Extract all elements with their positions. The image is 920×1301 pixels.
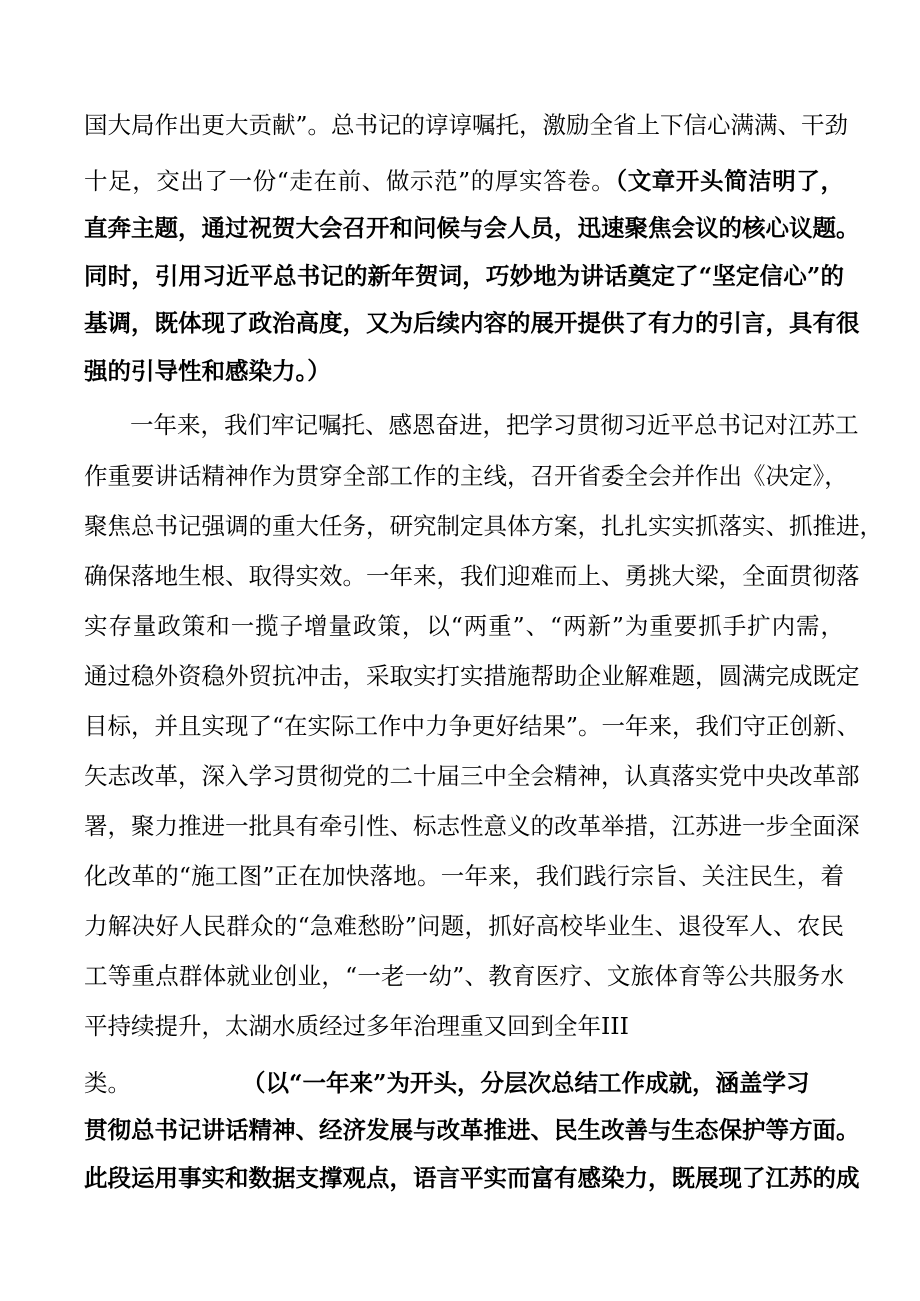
paragraph-first-line: 一年来，我们牢记嘱托、感恩奋进，把学习贯彻习近平总书记对江苏工 — [130, 411, 859, 439]
text-line: 署，聚力推进一批具有牵引性、标志性意义的改革举措，江苏进一步全面深 — [84, 812, 860, 840]
text-line: 化改革的“施工图”正在加快落地。一年来，我们践行宗旨、关注民生，着 — [84, 862, 844, 890]
text-line: 目标，并且实现了“在实际工作中力争更好结果”。一年来，我们守正创新、 — [84, 712, 861, 740]
text-line: 工等重点群体就业创业，“一老一幼”、教育医疗、文旅体育等公共服务水 — [84, 962, 844, 990]
text-line: 矢志改革，深入学习贯彻党的二十届三中全会精神，认真落实党中央改革部 — [84, 762, 860, 790]
commentary-segment: （文章开头简洁明了， — [615, 167, 844, 195]
commentary-line: 强的引导性和感染力。） — [84, 357, 331, 385]
text-line: 实存量政策和一揽子增量政策，以“两重”、“两新”为重要抓手扩内需， — [84, 612, 844, 640]
text-line: 通过稳外资稳外贸抗冲击，采取实打实措施帮助企业解难题，圆满完成既定 — [84, 662, 860, 690]
commentary-line: 贯彻总书记讲话精神、经济发展与改革推进、民生改善与生态保护等方面。 — [84, 1116, 860, 1144]
text-line: 类。 — [84, 1069, 131, 1097]
text-line: 力解决好人民群众的“急难愁盼”问题，抓好高校毕业生、退役军人、农民 — [84, 912, 844, 940]
text-line: 作重要讲话精神作为贯穿全部工作的主线，召开省委全会并作出《决定》， — [84, 462, 848, 490]
commentary-line: 基调，既体现了政治高度，又为后续内容的展开提供了有力的引言，具有很 — [84, 309, 860, 337]
text-segment: 十足，交出了一份“走在前、做示范”的厚实答卷。 — [84, 167, 616, 195]
text-line: 平持续提升，太湖水质经过多年治理重又回到全年III — [84, 1012, 629, 1040]
commentary-line: 直奔主题，通过祝贺大会召开和问候与会人员，迅速聚焦会议的核心议题。 — [84, 214, 860, 242]
text-line: 确保落地生根、取得实效。一年来，我们迎难而上、勇挑大梁，全面贯彻落 — [84, 562, 860, 590]
commentary-line: （以“一年来”为开头，分层次总结工作成就，涵盖学习 — [242, 1069, 810, 1097]
text-line: 国大局作出更大贡献”。总书记的谆谆嘱托，激励全省上下信心满满、干劲 — [84, 111, 849, 139]
commentary-line: 此段运用事实和数据支撑观点，语言平实而富有感染力，既展现了江苏的成 — [84, 1164, 860, 1192]
text-line: 聚焦总书记强调的重大任务，研究制定具体方案，扎扎实实抓落实、抓推进， — [84, 512, 883, 540]
text-line — [84, 158, 844, 204]
commentary-line: 同时，引用习近平总书记的新年贺词，巧妙地为讲话奠定了“坚定信心”的 — [84, 262, 844, 290]
